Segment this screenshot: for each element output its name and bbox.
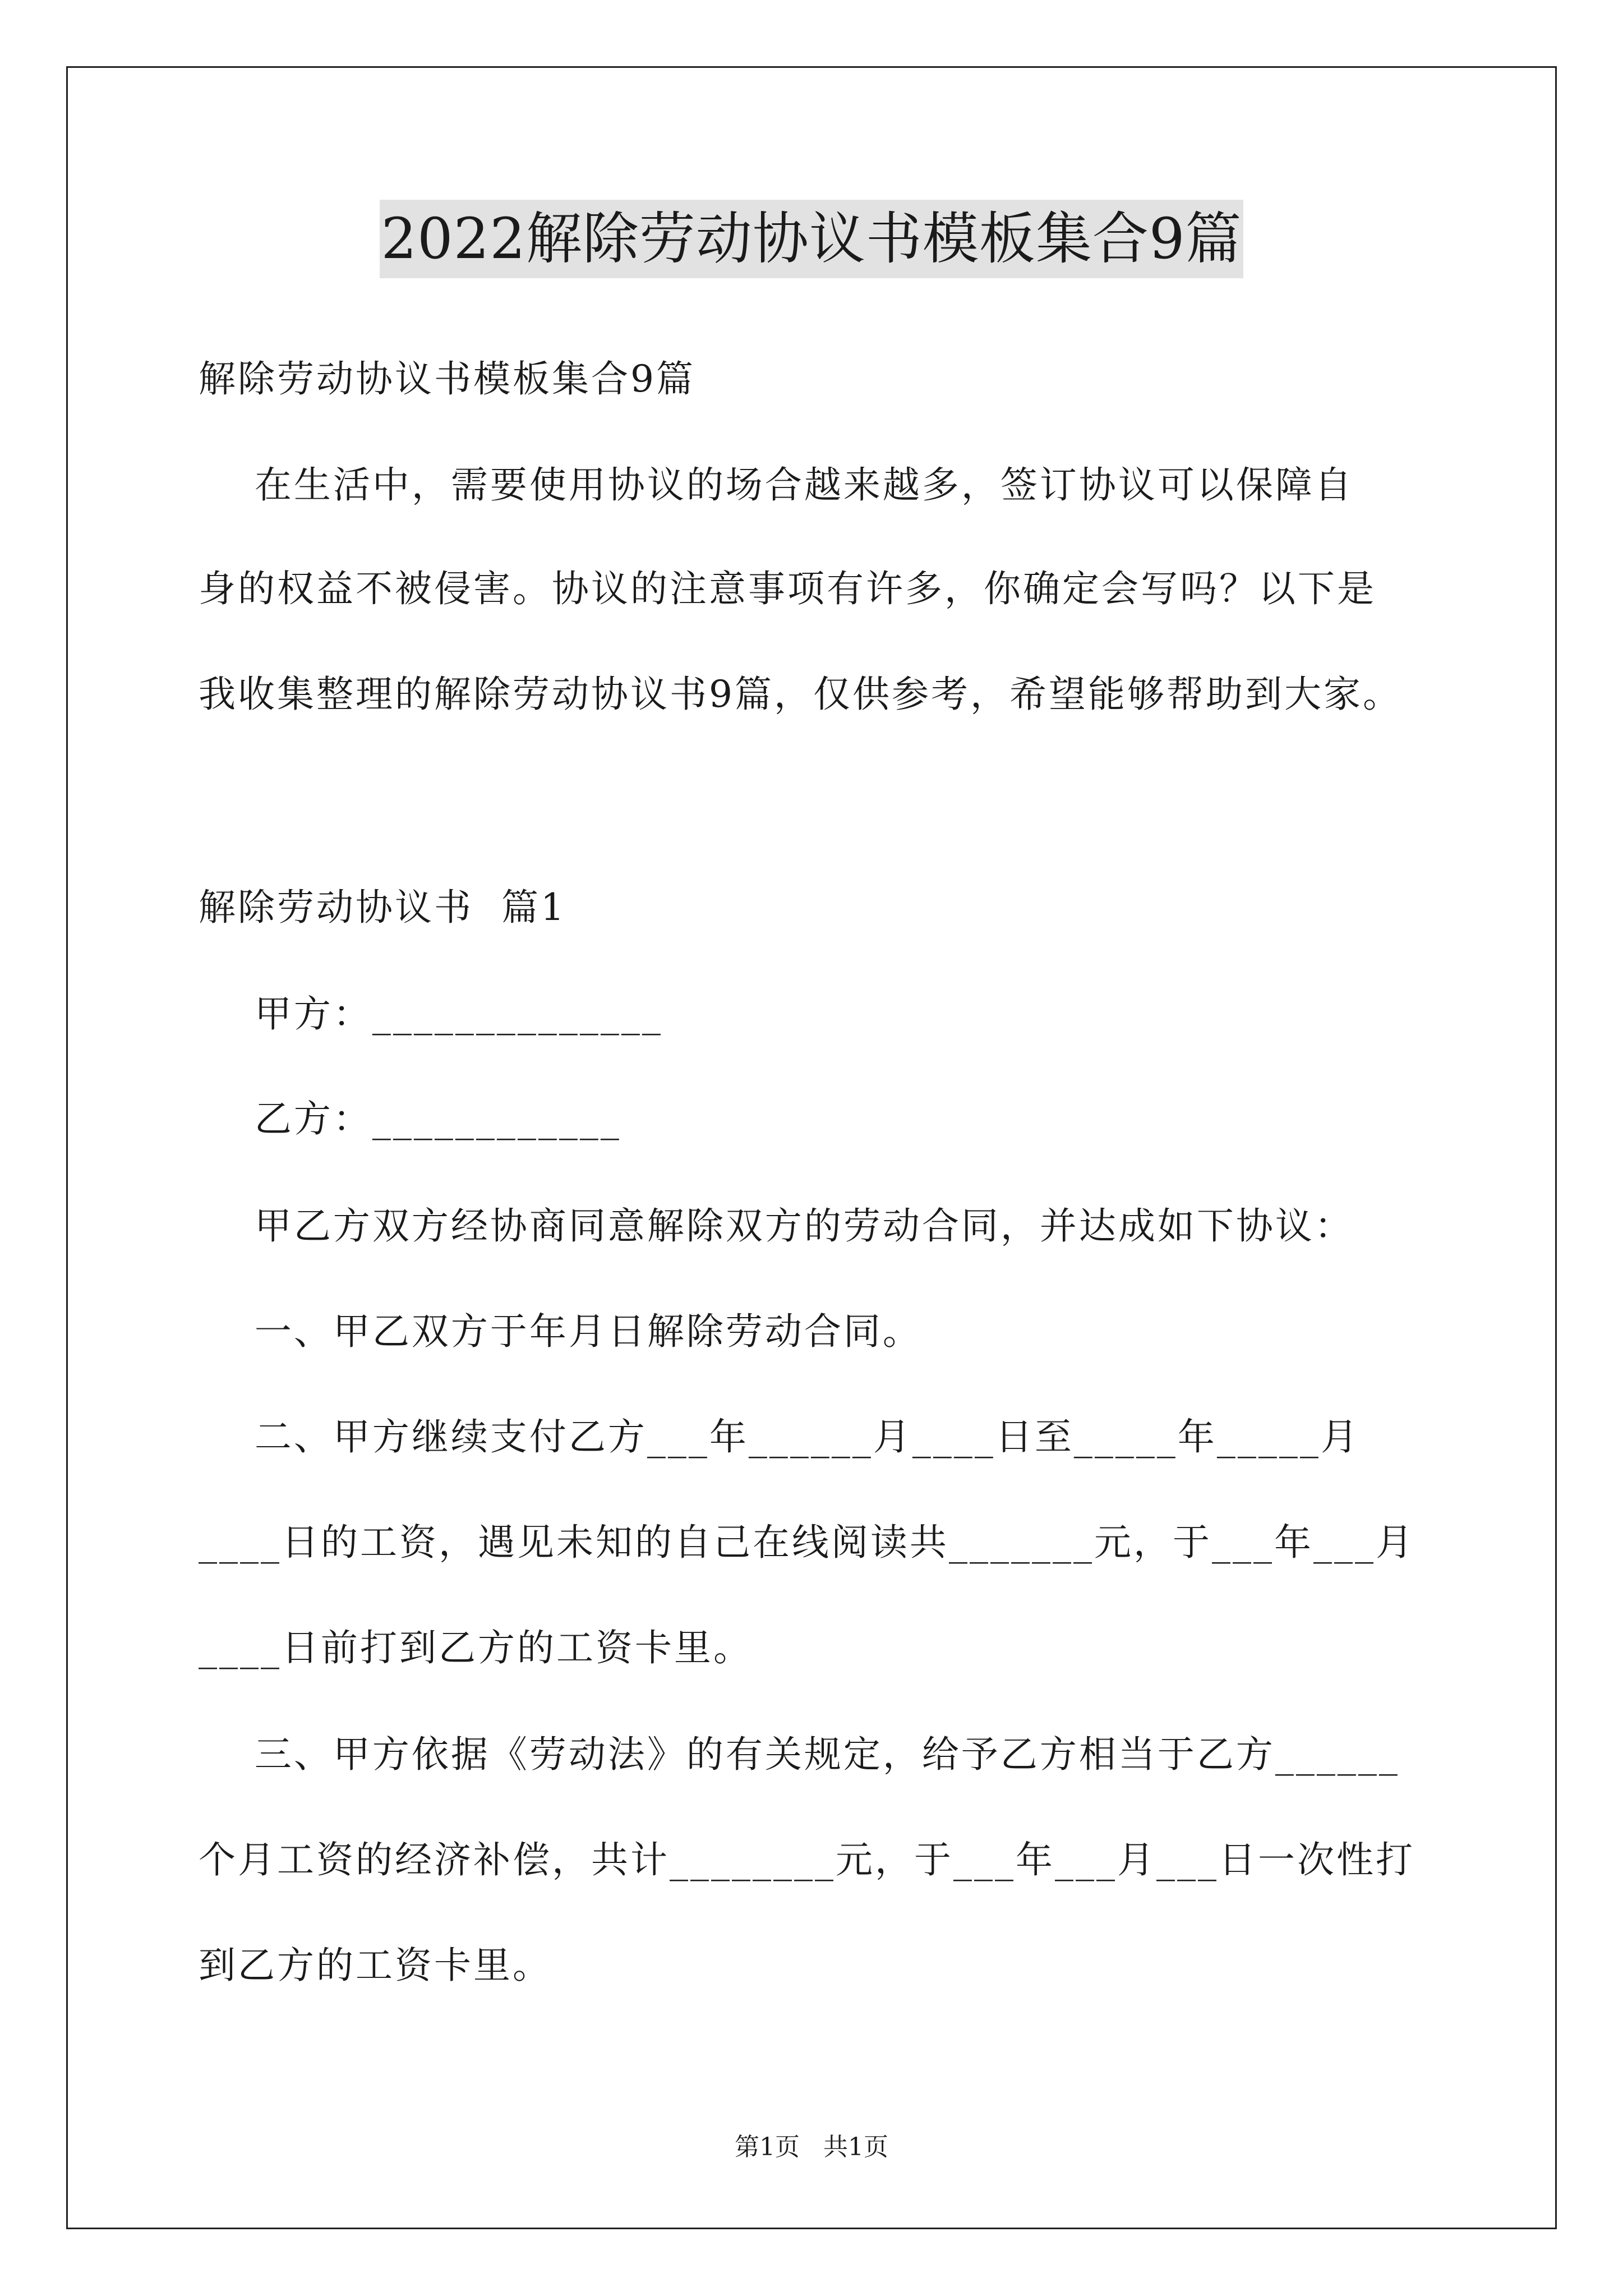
- party-a-line: 甲方：______________: [199, 992, 663, 1036]
- document-title: 2022解除劳动协议书模板集合9篇: [380, 200, 1243, 278]
- agreement-intro-line: 甲乙方双方经协商同意解除双方的劳动合同，并达成如下协议：: [199, 1204, 1354, 1248]
- clause-3-line-3: 到乙方的工资卡里。: [199, 1944, 552, 1987]
- clause-2-line-3: ____日前打到乙方的工资卡里。: [199, 1626, 753, 1669]
- intro-line-3: 我收集整理的解除劳动协议书9篇，仅供参考，希望能够帮助到大家。: [199, 673, 1402, 716]
- page-footer: 第1页 共1页: [735, 2133, 888, 2161]
- title-container: [0, 200, 1623, 278]
- clause-2-line-2: ____日的工资，遇见未知的自己在线阅读共_______元，于___年___月: [199, 1521, 1415, 1564]
- intro-line-1: 在生活中，需要使用协议的场合越来越多，签订协议可以保障自: [199, 463, 1354, 507]
- intro-line-2: 身的权益不被侵害。协议的注意事项有许多，你确定会写吗？以下是: [199, 567, 1376, 610]
- clause-2-line-1: 二、甲方继续支付乙方___年______月____日至_____年_____月: [199, 1415, 1360, 1458]
- subtitle-line: 解除劳动协议书模板集合9篇: [199, 357, 695, 401]
- section-heading: 解除劳动协议书 篇1: [199, 886, 566, 929]
- clause-3-line-1: 三、甲方依据《劳动法》的有关规定，给予乙方相当于乙方______: [199, 1733, 1400, 1776]
- party-b-line: 乙方：____________: [199, 1097, 621, 1140]
- clause-3-line-2: 个月工资的经济补偿，共计________元，于___年___月___日一次性打: [199, 1838, 1415, 1881]
- clause-1-line: 一、甲乙双方于年月日解除劳动合同。: [199, 1310, 922, 1353]
